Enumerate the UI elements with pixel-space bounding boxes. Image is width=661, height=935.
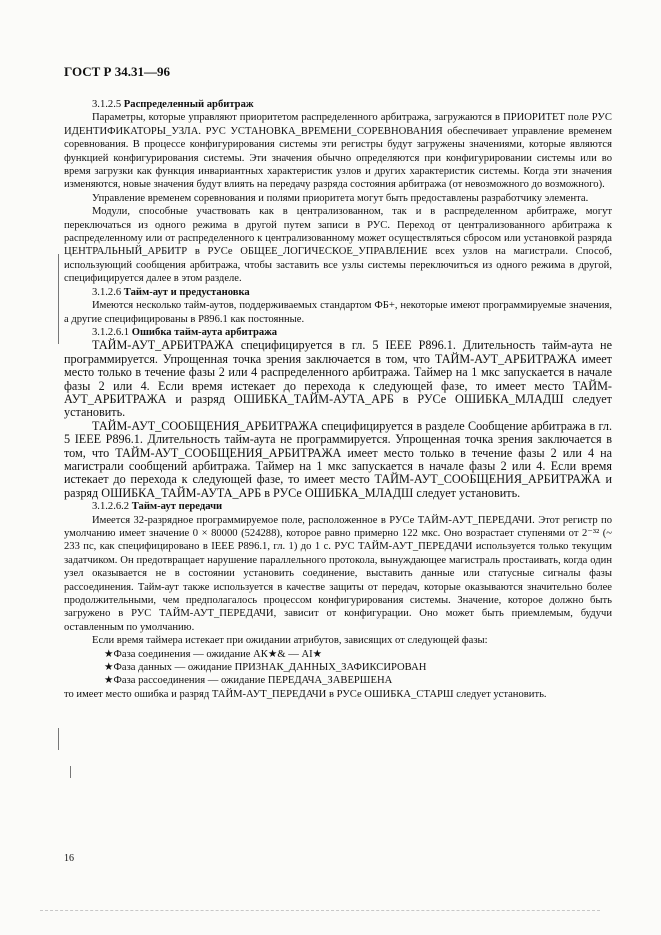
list-item: ★Фаза рассоединения — ожидание ПЕРЕДАЧА_ЗАВЕРШЕНА: [104, 675, 393, 687]
section-heading: 3.1.2.6.1 Ошибка тайм-аута арбитража: [92, 326, 278, 338]
paragraph: Модули, способные участвовать как в централизованном, так и в распределенном арбитраже, могут переключаться из одного режима в другой путем записи в РУС. Переход от централизованного арбитража к распределенному или от распределенного к централизованному может осуществляться сбросом или установкой разряда ЦЕНТРАЛЬНЫЙ_АРБИТР в РУСе ОБЩЕЕ_ЛОГИЧЕСКОЕ_УПРАВЛЕНИЕ всех узлов на магистрали. Способ, использующий сообщения арбитража, чтобы заставить все узлы системы переключиться из одного режима в другой, специфицируется далее в этом разделе.: [64, 206, 612, 285]
paragraph: то имеет место ошибка и разряд ТАЙМ-АУТ_ПЕРЕДАЧИ в РУСе ОШИБКА_СТАРШ следует установить.: [64, 688, 547, 700]
document-body: [64, 98, 612, 701]
paragraph: Если время таймера истекает при ожидании атрибутов, зависящих от следующей фазы:: [92, 635, 488, 647]
section-heading: 3.1.2.6 Тайм-аут и предустановка: [92, 286, 250, 298]
paragraph: Параметры, которые управляют приоритетом распределенного арбитража, загружаются в ПРИОРИТЕТ поле РУС ИДЕНТИФИКАТОРЫ_УЗЛА. РУС УСТАНОВКА_ВРЕМЕНИ_СОРЕВНОВАНИЯ обеспечивает управление временем соревнования. В процессе конфигурирования системы эти регистры будут загружены значениями, которые являются функцией конфигурирования системы. Эти значения обычно определяются при конфигурировании системы или во время загрузки как функция инвариантных характеристик узлов и других характеристик системы. Когда эти значения изменяются, новые значения будут влиять на передачу разряда состояния арбитража (от невозможного до возможного).: [64, 112, 612, 191]
paragraph: Управление временем соревнования и полями приоритета могут быть предоставлены разработчику элемента.: [92, 192, 589, 204]
page-number: 16: [64, 853, 74, 864]
scan-artifact-line: [40, 910, 600, 911]
list-item: ★Фаза данных — ожидание ПРИЗНАК_ДАННЫХ_ЗАФИКСИРОВАН: [104, 662, 427, 674]
paragraph: Имеются несколько тайм-аутов, поддерживаемых стандартом ФБ+, некоторые имеют программируемые значения, а другие специфицированы в Р896.1 как постоянные.: [64, 300, 612, 325]
section-heading: 3.1.2.5 Распределенный арбитраж: [92, 99, 254, 110]
margin-mark: [58, 254, 59, 344]
margin-mark: [70, 766, 71, 778]
paragraph: ТАЙМ-АУТ_АРБИТРАЖА специфицируется в гл. 5 IEEE P896.1. Длительность тайм-аута не программируется. Упрощенная точка зрения заключается в том, что ТАЙМ-АУТ_АРБИТРАЖА имеет место только в течение фазы 2 или 4 распределенного арбитража. Таймер на 1 мкс запускается в начале фазы 2 или 4. Если время истекает до перехода к следующей фазе, то имеет место ТАЙМ-АУТ_АРБИТРАЖА и разряд ОШИБКА_ТАЙМ-АУТА_АРБ в РУСе ОШИБКА_МЛАДШ следует установить.: [64, 338, 612, 420]
document-id: ГОСТ Р 34.31—96: [64, 64, 170, 79]
paragraph: Имеется 32-разрядное программируемое поле, расположенное в РУСе ТАЙМ-АУТ_ПЕРЕДАЧИ. Этот регистр по умолчанию имеет значение 0 × 80000 (524288), которое равно примерно 122 мкс. Оно возрастает ступенями от 2⁻³² (~ 233 пс, как специфицировано в IEEE P896.1, гл. 1) до 1 с. РУС ТАЙМ-АУТ_ПЕРЕДАЧИ используется только текущим задатчиком. Он предотвращает нарушение параллельного протокола, вынуждающее магистраль простаивать, когда один узел оказывается не в состоянии установить соединение, выставить данные или статусные сигналы фазы рассоединения. Тайм-аут также используется в качестве защиты от передач, которые оказываются значительно более продолжительными, чем предполагалось процессом конфигурирования системы. Значение, которое должно быть загружено в РУС ТАЙМ-АУТ_ПЕРЕДАЧИ, зависит от конфигурации. Оно может быть приемлемым, будучи оставленным по умолчанию.: [64, 514, 612, 633]
margin-mark: [58, 728, 59, 750]
list-item: ★Фаза соединения — ожидание АК★& — AI★: [104, 648, 323, 660]
section-heading: 3.1.2.6.2 Тайм-аут передачи: [92, 501, 223, 513]
paragraph: ТАЙМ-АУТ_СООБЩЕНИЯ_АРБИТРАЖА специфицируется в разделе Сообщение арбитража в гл. 5 IEEE P896.1. Длительность тайм-аута не программируется. Упрощенная точка зрения заключается в том, что ТАЙМ-АУТ_СООБЩЕНИЯ_АРБИТРАЖА имеет место только в течение фазы 2 или 4 на магистрали сообщений арбитража. Таймер на 1 мкс запускается в начале фазы 2 или 4. Если время истекает до перехода к следующей фазе, то имеет место ТАЙМ-АУТ_СООБЩЕНИЯ_АРБИТРАЖА и разряд ОШИБКА_ТАЙМ-АУТА_АРБ в РУСе ОШИБКА_МЛАДШ следует установить.: [64, 418, 612, 500]
